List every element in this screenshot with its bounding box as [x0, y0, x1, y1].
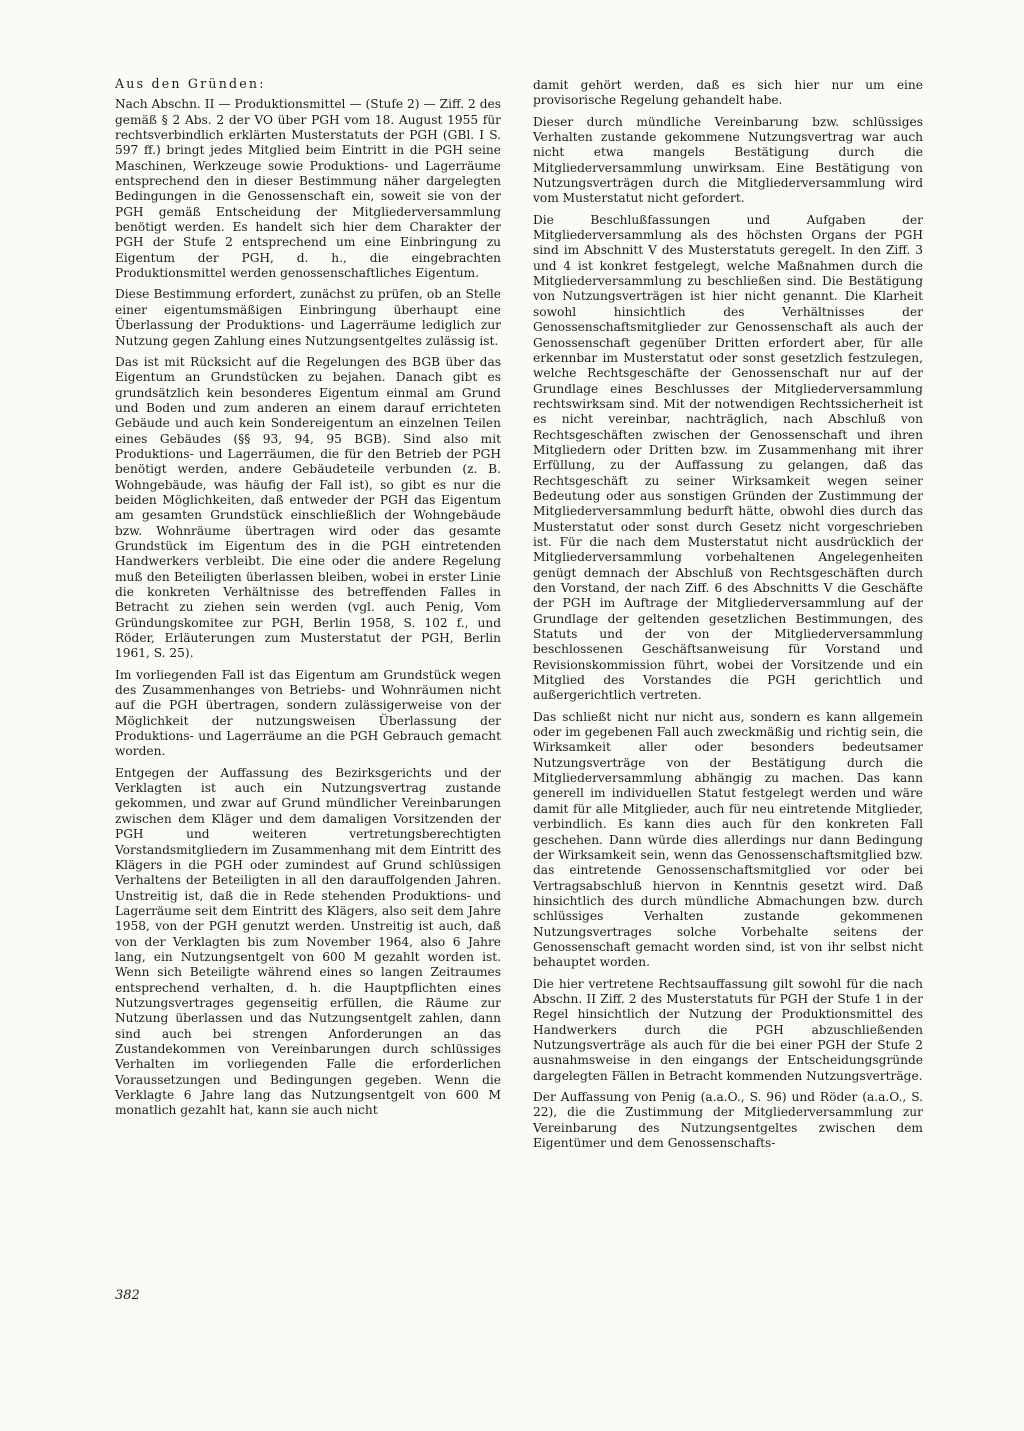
section-heading: Aus den Gründen: [115, 76, 266, 91]
paragraph: Die Beschlußfassungen und Aufgaben der Mitgliederversammlung als des höchsten Organs der PGH sind im Abschnitt V des Musterstatuts geregelt. In den Ziff. 3 und 4 ist konkret festgelegt, welche Maßnahmen durch die Mitgliederversammlung zu beschließen sind. Die Bestätigung von Nutzungsverträgen ist hier nicht genannt. Die Klarheit sowohl hinsichtlich des Verhältnisses der Genossenschaftsmitglieder zur Genossenschaft als auch der Genossenschaft gegenüber Dritten erfordert aber, für alle erkennbar im Musterstatut oder sonst gesetzlich festzulegen, welche Rechtsgeschäfte der Genossenschaft nur auf der Grundlage eines Beschlusses der Mitgliederversammlung rechtswirksam sind. Mit der notwendigen Rechtssicherheit ist es nicht vereinbar, nachträglich, nach Abschluß von Rechtsgeschäften zwischen der Genossenschaft und ihren Mitgliedern oder Dritten bzw. im Zusammenhang mit ihrer Erfüllung, zu der Auffassung zu gelangen, daß das Rechtsgeschäft zu seiner Wirksamkeit wegen seiner Bedeutung oder aus sonstigen Gründen der Zustimmung der Mitgliederversammlung bedurft hätte, obwohl dies durch das Musterstatut oder sonst durch Gesetz nicht vorgeschrieben ist. Für die nach dem Musterstatut nicht ausdrücklich der Mitgliederversammlung vorbehaltenen Angelegenheiten genügt demnach der Abschluß von Rechtsgeschäften durch den Vorstand, der nach Ziff. 6 des Abschnitts V die Geschäfte der PGH im Auftrage der Mitgliederversammlung auf der Grundlage der geltenden gesetzlichen Bestimmungen, des Statuts und der von der Mitgliederversammlung beschlossenen Geschäftsanweisung für Vorstand und Revisionskommission führt, wobei der Vorsitzende und ein Mitglied des Vorstandes die PGH gerichtlich und außergerichtlich vertreten. [533, 212, 923, 703]
paragraph: damit gehört werden, daß es sich hier nur um eine provisorische Regelung gehandelt habe. [533, 78, 923, 108]
paragraph: Diese Bestimmung erfordert, zunächst zu prüfen, ob an Stelle einer eigentumsmäßigen Einbringung überhaupt eine Überlassung der Produktions- und Lagerräume lediglich zur Nutzung gegen Zahlung eines Nutzungsentgeltes zulässig ist. [115, 287, 501, 348]
paragraph: Das ist mit Rücksicht auf die Regelungen des BGB über das Eigentum an Grundstücken zu bejahen. Danach gibt es grundsätzlich kein besonderes Eigentum einmal am Grund und Boden und zum anderen an einem darauf errichteten Gebäude und auch kein Sondereigentum an einzelnen Teilen eines Gebäudes (§§ 93, 94, 95 BGB). Sind also mit Produktions- und Lagerräumen, die für den Betrieb der PGH benötigt werden, andere Gebäudeteile verbunden (z. B. Wohngebäude, was häufig der Fall ist), so gibt es nur die beiden Möglichkeiten, daß entweder der PGH das Eigentum am gesamten Grundstück einschließlich der Wohngebäude bzw. Wohnräume übertragen wird oder das gesamte Grundstück im Eigentum des in die PGH eintretenden Handwerkers verbleibt. Die eine oder die andere Regelung muß den Beteiligten überlassen bleiben, wobei in erster Linie die konkreten Verhältnisse des betreffenden Falles in Betracht zu ziehen sein werden (vgl. auch Penig, Vom Gründungskomitee zur PGH, Berlin 1958, S. 102 f., und Röder, Erläuterungen zum Musterstatut der PGH, Berlin 1961, S. 25). [115, 354, 501, 661]
paragraph: Nach Abschn. II — Produktionsmittel — (Stufe 2) — Ziff. 2 des gemäß § 2 Abs. 2 der VO über PGH vom 18. August 1955 für rechtsverbindlich erklärten Musterstatuts der PGH (GBl. I S. 597 ff.) bringt jedes Mitglied beim Eintritt in die PGH seine Maschinen, Werkzeuge sowie Produktions- und Lagerräume entsprechend den in dieser Bestimmung näher dargelegten Bedingungen in die Genossenschaft ein, soweit sie von der PGH gemäß Entscheidung der Mitgliederversammlung benötigt werden. Es handelt sich hier dem Charakter der PGH der Stufe 2 entsprechend um eine Einbringung zu Eigentum der PGH, d. h., die eingebrachten Produktionsmittel werden genossenschaftliches Eigentum. [115, 97, 501, 281]
left-column [115, 76, 501, 1125]
paragraph: Dieser durch mündliche Vereinbarung bzw. schlüssiges Verhalten zustande gekommene Nutzungsvertrag war auch nicht etwa mangels Bestätigung durch die Mitgliederversammlung unwirksam. Eine Bestätigung von Nutzungsverträgen durch die Mitgliederversammlung wird vom Musterstatut nicht gefordert. [533, 114, 923, 206]
page-number: 382 [115, 1288, 140, 1303]
paragraph: Im vorliegenden Fall ist das Eigentum am Grundstück wegen des Zusammenhanges von Betriebs- und Wohnräumen nicht auf die PGH übertragen, sondern zulässigerweise von der Möglichkeit der nutzungsweisen Überlassung der Produktions- und Lagerräume an die PGH Gebrauch gemacht worden. [115, 667, 501, 759]
paragraph: Entgegen der Auffassung des Bezirksgerichts und der Verklagten ist auch ein Nutzungsvertrag zustande gekommen, und zwar auf Grund mündlicher Vereinbarungen zwischen dem Kläger und dem damaligen Vorsitzenden der PGH und weiteren vertretungsberechtigten Vorstandsmitgliedern im Zusammenhang mit dem Eintritt des Klägers in die PGH oder zumindest auf Grund schlüssigen Verhaltens der Beteiligten in all den darauffolgenden Jahren. Unstreitig ist, daß die in Rede stehenden Produktions- und Lagerräume seit dem Eintritt des Klägers, also seit dem Jahre 1958, von der PGH genutzt werden. Unstreitig ist auch, daß von der Verklagten bis zum November 1964, also 6 Jahre lang, ein Nutzungsentgelt von 600 M gezahlt worden ist. Wenn sich Beteiligte während eines so langen Zeitraumes entsprechend verhalten, d. h. die Hauptpflichten eines Nutzungsvertrages gegenseitig erfüllen, die Räume zur Nutzung überlassen und das Nutzungsentgelt zahlen, dann sind auch bei strengen Anforderungen an das Zustandekommen von Vereinbarungen durch schlüssiges Verhalten im vorliegenden Falle die erforderlichen Voraussetzungen und Bedingungen gegeben. Wenn die Verklagte 6 Jahre lang das Nutzungsentgelt von 600 M monatlich gezahlt hat, kann sie auch nicht [115, 765, 501, 1118]
right-column [533, 78, 923, 1157]
paragraph: Der Auffassung von Penig (a.a.O., S. 96) und Röder (a.a.O., S. 22), die die Zustimmung der Mitgliederversammlung zur Vereinbarung des Nutzungsentgeltes zwischen dem Eigentümer und dem Genossenschafts- [533, 1090, 923, 1151]
paragraph: Das schließt nicht nur nicht aus, sondern es kann allgemein oder im gegebenen Fall auch zweckmäßig und richtig sein, die Wirksamkeit aller oder besonders bedeutsamer Nutzungsverträge von der Bestätigung durch die Mitgliederversammlung abhängig zu machen. Das kann generell im individuellen Statut festgelegt werden und wäre damit für alle Mitglieder, auch für neu eintretende Mitglieder, verbindlich. Es kann dies auch für den konkreten Fall geschehen. Dann würde dies allerdings nur dann Bedingung der Wirksamkeit sein, wenn das Genossenschaftsmitglied bzw. das eintretende Genossenschaftsmitglied vor oder bei Vertragsabschluß hiervon in Kenntnis gesetzt wird. Daß hinsichtlich des durch mündliche Abmachungen bzw. durch schlüssiges Verhalten zustande gekommenen Nutzungsvertrages solche Vorbehalte seitens der Genossenschaft gemacht worden sind, ist von ihr selbst nicht behauptet worden. [533, 709, 923, 970]
paragraph: Die hier vertretene Rechtsauffassung gilt sowohl für die nach Abschn. II Ziff. 2 des Musterstatuts für PGH der Stufe 1 in der Regel hinsichtlich der Nutzung der Produktionsmittel des Handwerkers durch die PGH abzuschließenden Nutzungsverträge als auch für die bei einer PGH der Stufe 2 ausnahmsweise in den eingangs der Entscheidungsgründe dargelegten Fällen in Betracht kommenden Nutzungsverträge. [533, 976, 923, 1083]
